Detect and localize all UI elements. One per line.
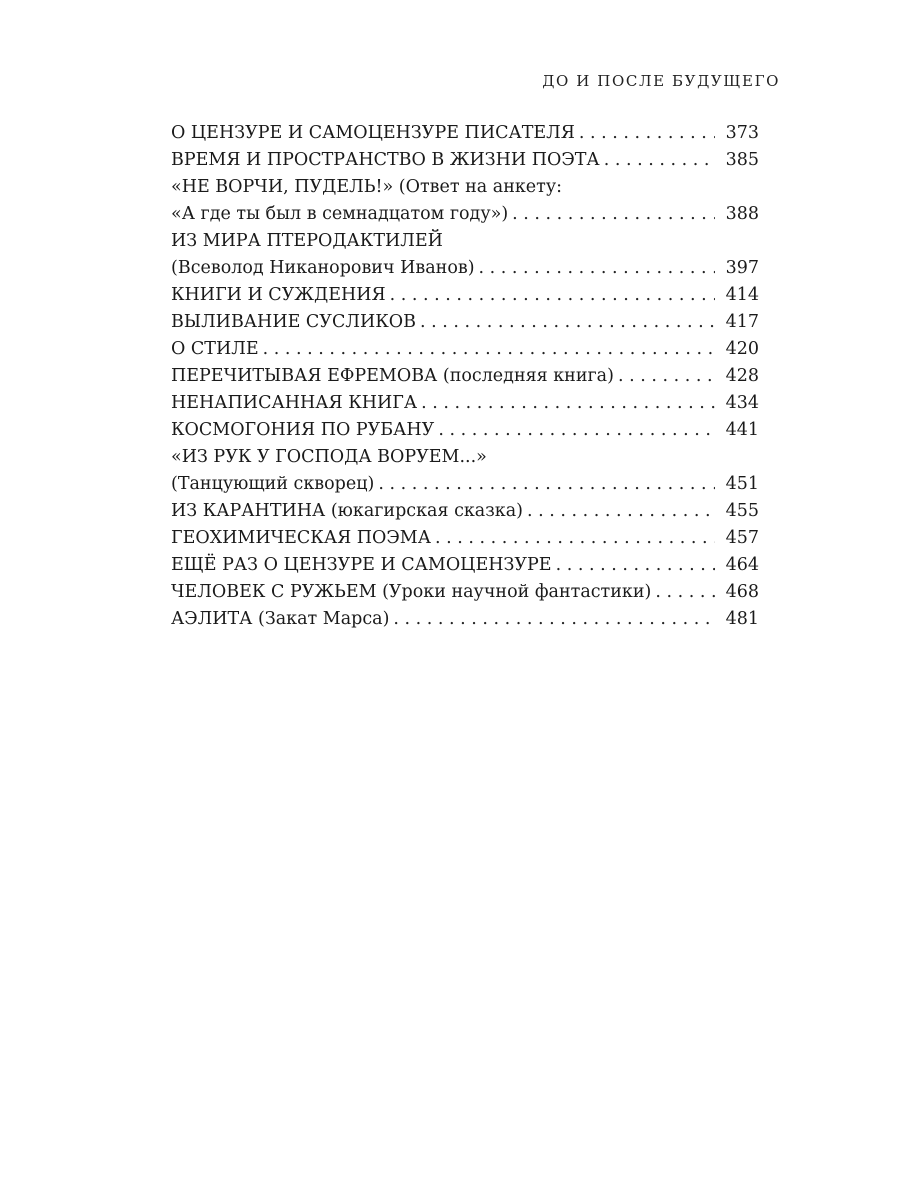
toc-page-number: 481 <box>725 609 759 629</box>
toc-entry <box>171 336 759 363</box>
toc-entry <box>171 417 759 444</box>
toc-entry <box>171 228 759 282</box>
toc-page-number: 428 <box>725 366 759 386</box>
toc-entry-title: ВРЕМЯ И ПРОСТРАНСТВО В ЖИЗНИ ПОЭТА <box>171 150 600 170</box>
dot-leader <box>420 309 715 336</box>
toc-entry-title: ГЕОХИМИЧЕСКАЯ ПОЭМА <box>171 528 431 548</box>
toc-entry-line <box>171 498 759 525</box>
toc-entry-line-continued <box>171 444 759 471</box>
dot-leader <box>618 363 715 390</box>
running-head: ДО И ПОСЛЕ БУДУЩЕГО <box>542 72 780 90</box>
toc-entry-line <box>171 390 759 417</box>
toc-entry-line <box>171 525 759 552</box>
toc-entry-line <box>171 309 759 336</box>
toc-entry-title: ПЕРЕЧИТЫВАЯ ЕФРЕМОВА (последняя книга) <box>171 366 614 386</box>
toc-page-number: 373 <box>725 123 759 143</box>
toc-entry-title: КНИГИ И СУЖДЕНИЯ <box>171 285 386 305</box>
toc-entry-title: АЭЛИТА (Закат Марса) <box>171 609 390 629</box>
toc-entry-title: НЕНАПИСАННАЯ КНИГА <box>171 393 418 413</box>
toc-page-number: 451 <box>725 474 759 494</box>
dot-leader <box>438 417 715 444</box>
toc-entry-title: О СТИЛЕ <box>171 339 259 359</box>
toc-entry <box>171 606 759 633</box>
toc-entry-line <box>171 336 759 363</box>
toc-entry-title: (Всеволод Никанорович Иванов) <box>171 258 475 278</box>
toc-entry-title: О ЦЕНЗУРЕ И САМОЦЕНЗУРЕ ПИСАТЕЛЯ <box>171 123 575 143</box>
toc-page-number: 417 <box>725 312 759 332</box>
toc-page-number: 464 <box>725 555 759 575</box>
toc-entry <box>171 525 759 552</box>
dot-leader <box>435 525 715 552</box>
toc-entry <box>171 390 759 417</box>
dot-leader <box>479 255 715 282</box>
toc-entry-title: КОСМОГОНИЯ ПО РУБАНУ <box>171 420 435 440</box>
toc-page-number: 385 <box>725 150 759 170</box>
toc-entry-title: ЧЕЛОВЕК С РУЖЬЕМ (Уроки научной фантастики) <box>171 582 652 602</box>
toc-entry-title: «ИЗ РУК У ГОСПОДА ВОРУЕМ...» <box>171 447 487 467</box>
toc-entry <box>171 579 759 606</box>
dot-leader <box>393 606 715 633</box>
toc-entry <box>171 552 759 579</box>
dot-leader <box>263 336 715 363</box>
toc-page-number: 420 <box>725 339 759 359</box>
toc-entry-line <box>171 282 759 309</box>
toc-page-number: 388 <box>725 204 759 224</box>
dot-leader <box>421 390 715 417</box>
toc-entry <box>171 147 759 174</box>
toc-entry-line <box>171 606 759 633</box>
toc-entry <box>171 174 759 228</box>
dot-leader <box>527 498 715 525</box>
toc-entry-line <box>171 552 759 579</box>
toc-entry-title: ИЗ КАРАНТИНА (юкагирская сказка) <box>171 501 523 521</box>
dot-leader <box>556 552 715 579</box>
toc-entry-line <box>171 363 759 390</box>
toc-entry-title: «А где ты был в семнадцатом году») <box>171 204 509 224</box>
toc-entry <box>171 498 759 525</box>
toc-entry <box>171 282 759 309</box>
dot-leader <box>655 579 715 606</box>
toc-entry-title: (Танцующий скворец) <box>171 474 375 494</box>
toc-entry-line <box>171 147 759 174</box>
dot-leader <box>579 120 715 147</box>
toc-entry-line <box>171 417 759 444</box>
toc-entry-line <box>171 579 759 606</box>
toc-entry <box>171 309 759 336</box>
toc-page-number: 397 <box>725 258 759 278</box>
toc-entry-line <box>171 120 759 147</box>
toc-page-number: 455 <box>725 501 759 521</box>
toc-entry-line <box>171 471 759 498</box>
toc-entry-line <box>171 201 759 228</box>
toc-entry <box>171 444 759 498</box>
toc-entry-line-continued <box>171 174 759 201</box>
toc-entry <box>171 120 759 147</box>
toc-page-number: 457 <box>725 528 759 548</box>
dot-leader <box>378 471 715 498</box>
table-of-contents <box>171 120 759 633</box>
toc-entry-line-continued <box>171 228 759 255</box>
toc-entry-title: ЕЩЁ РАЗ О ЦЕНЗУРЕ И САМОЦЕНЗУРЕ <box>171 555 552 575</box>
toc-page-number: 434 <box>725 393 759 413</box>
dot-leader <box>604 147 715 174</box>
toc-entry-line <box>171 255 759 282</box>
toc-page-number: 468 <box>725 582 759 602</box>
toc-entry-title: ИЗ МИРА ПТЕРОДАКТИЛЕЙ <box>171 231 443 251</box>
dot-leader <box>512 201 715 228</box>
toc-page-number: 441 <box>725 420 759 440</box>
dot-leader <box>390 282 715 309</box>
toc-entry-title: ВЫЛИВАНИЕ СУСЛИКОВ <box>171 312 416 332</box>
toc-entry <box>171 363 759 390</box>
toc-entry-title: «НЕ ВОРЧИ, ПУДЕЛЬ!» (Ответ на анкету: <box>171 177 563 197</box>
toc-page-number: 414 <box>725 285 759 305</box>
